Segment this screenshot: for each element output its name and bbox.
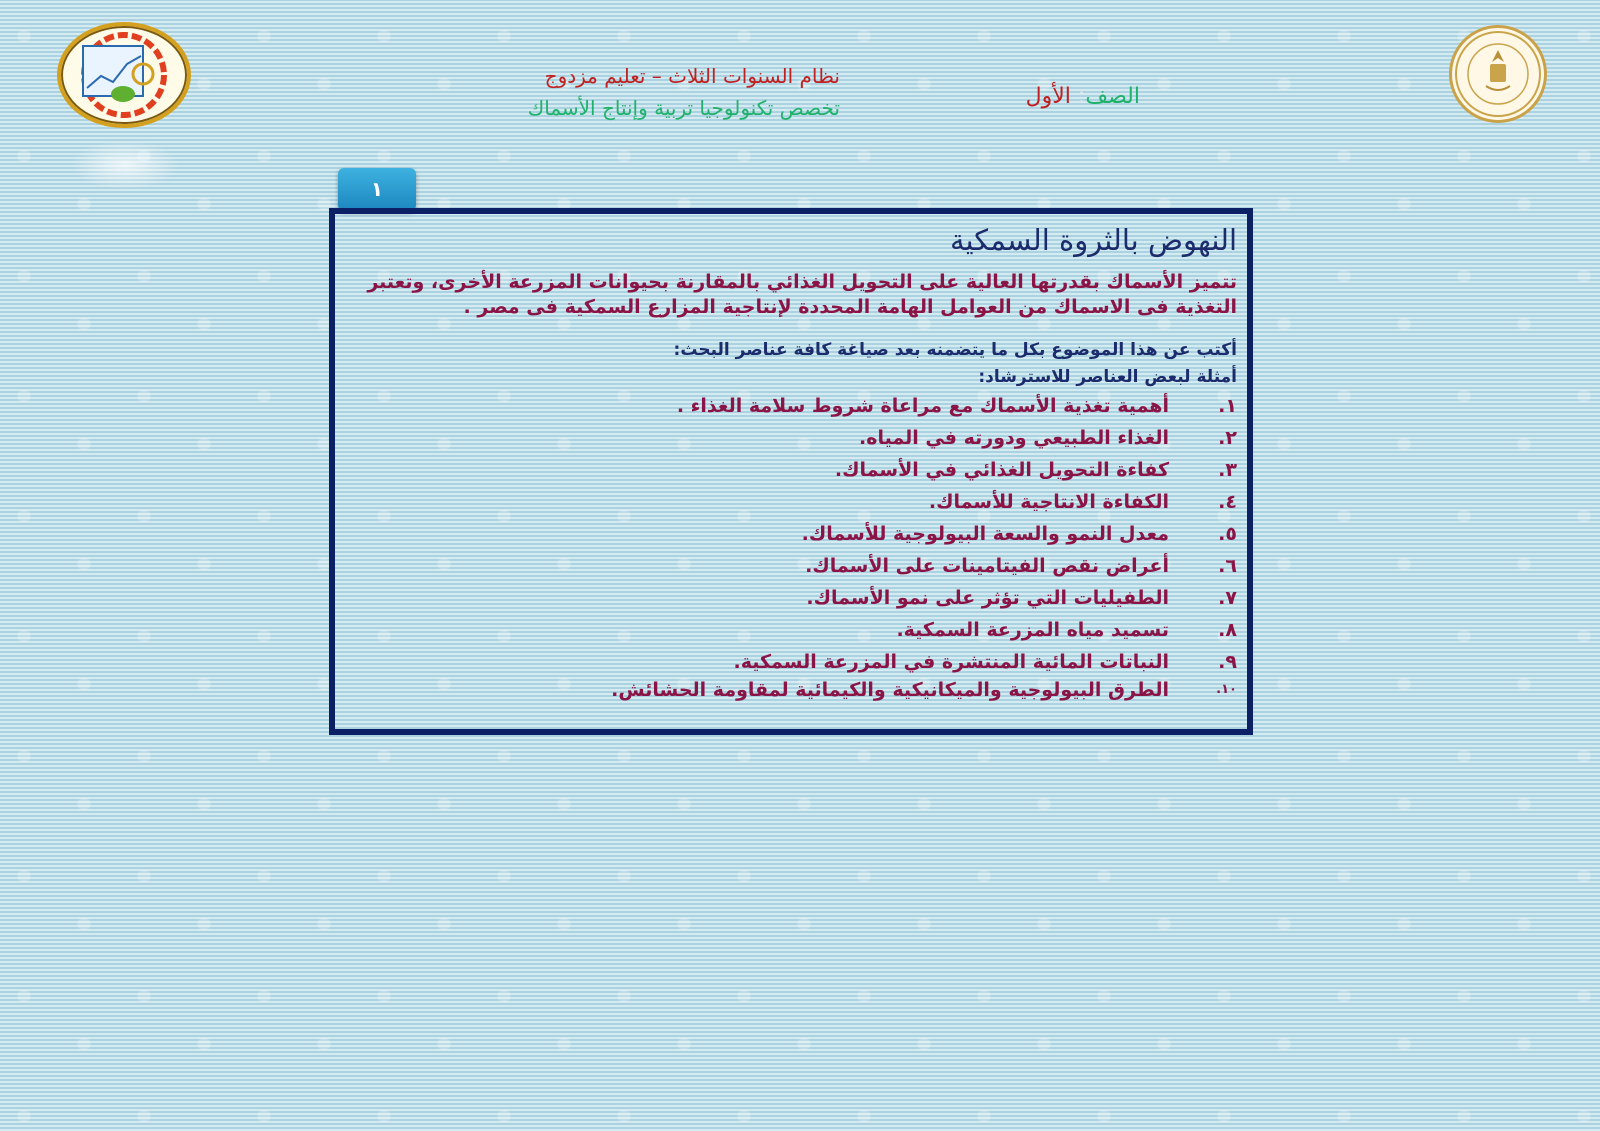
program-header bbox=[400, 60, 840, 124]
item-text: الطرق البيولوجية والميكانيكية والكيمائية لمقاومة الحشائش. bbox=[611, 679, 1169, 701]
list-item bbox=[347, 678, 1237, 702]
item-text: تسميد مياه المزرعة السمكية. bbox=[896, 619, 1169, 641]
instruction-text: أكتب عن هذا الموضوع بكل ما يتضمنه بعد صياغة كافة عناصر البحث: bbox=[673, 340, 1237, 360]
list-item bbox=[347, 646, 1237, 678]
item-number: ٢. bbox=[1218, 427, 1237, 449]
item-text: أهمية تغذية الأسماك مع مراعاة شروط سلامة الغذاء . bbox=[676, 395, 1169, 417]
item-number: ٩. bbox=[1218, 651, 1237, 673]
list-item bbox=[347, 486, 1237, 518]
list-item bbox=[347, 422, 1237, 454]
grade-label bbox=[980, 82, 1140, 112]
list-item bbox=[347, 518, 1237, 550]
list-item bbox=[347, 390, 1237, 422]
ministry-seal bbox=[1449, 25, 1547, 123]
item-text: الكفاءة الانتاجية للأسماك. bbox=[928, 491, 1169, 513]
item-text: النباتات المائية المنتشرة في المزرعة السمكية. bbox=[733, 651, 1169, 673]
grade-word: الصف bbox=[1085, 84, 1140, 109]
school-logo bbox=[57, 22, 191, 128]
topic-intro: تتميز الأسماك بقدرتها العالية على التحويل الغذائي بالمقارنة بحيوانات المزرعة الأخرى، وتعتبر التغذية فى الاسماك من العوامل الهامة المحددة لإنتاجية المزارع السمكية فى مصر . bbox=[367, 271, 1237, 318]
item-number: ١٠. bbox=[1216, 682, 1237, 697]
slide-number-tab[interactable]: ١ bbox=[338, 168, 416, 211]
item-number: ٨. bbox=[1218, 619, 1237, 641]
topic-title: النهوض بالثروة السمكية bbox=[949, 223, 1237, 257]
grade-value: الأول bbox=[1025, 84, 1071, 109]
list-item bbox=[347, 550, 1237, 582]
specialization-title: تخصص تكنولوجيا تربية وإنتاج الأسماك bbox=[527, 96, 840, 120]
item-number: ٤. bbox=[1218, 491, 1237, 513]
item-number: ٥. bbox=[1218, 523, 1237, 545]
grade-separator: : bbox=[1077, 84, 1086, 109]
system-title bbox=[400, 60, 840, 92]
examples-label: أمثلة لبعض العناصر للاسترشاد: bbox=[978, 367, 1237, 387]
logo-reflection bbox=[70, 140, 180, 190]
item-number: ١. bbox=[1218, 395, 1237, 417]
list-item bbox=[347, 454, 1237, 486]
item-text: أعراض نقص الفيتامينات على الأسماك. bbox=[805, 555, 1169, 577]
list-item bbox=[347, 582, 1237, 614]
item-text: معدل النمو والسعة البيولوجية للأسماك. bbox=[801, 523, 1169, 545]
list-item bbox=[347, 614, 1237, 646]
item-number: ٣. bbox=[1218, 459, 1237, 481]
item-text: الغذاء الطبيعي ودورته في المياه. bbox=[859, 427, 1169, 449]
item-number: ٧. bbox=[1218, 587, 1237, 609]
item-text: كفاءة التحويل الغذائي في الأسماك. bbox=[834, 459, 1169, 481]
research-items-list bbox=[347, 390, 1237, 702]
item-text: الطفيليات التي تؤثر على نمو الأسماك. bbox=[806, 587, 1169, 609]
system-title-text: نظام السنوات الثلاث – تعليم مزدوج bbox=[544, 64, 840, 88]
topic-card bbox=[329, 208, 1253, 735]
item-number: ٦. bbox=[1218, 555, 1237, 577]
